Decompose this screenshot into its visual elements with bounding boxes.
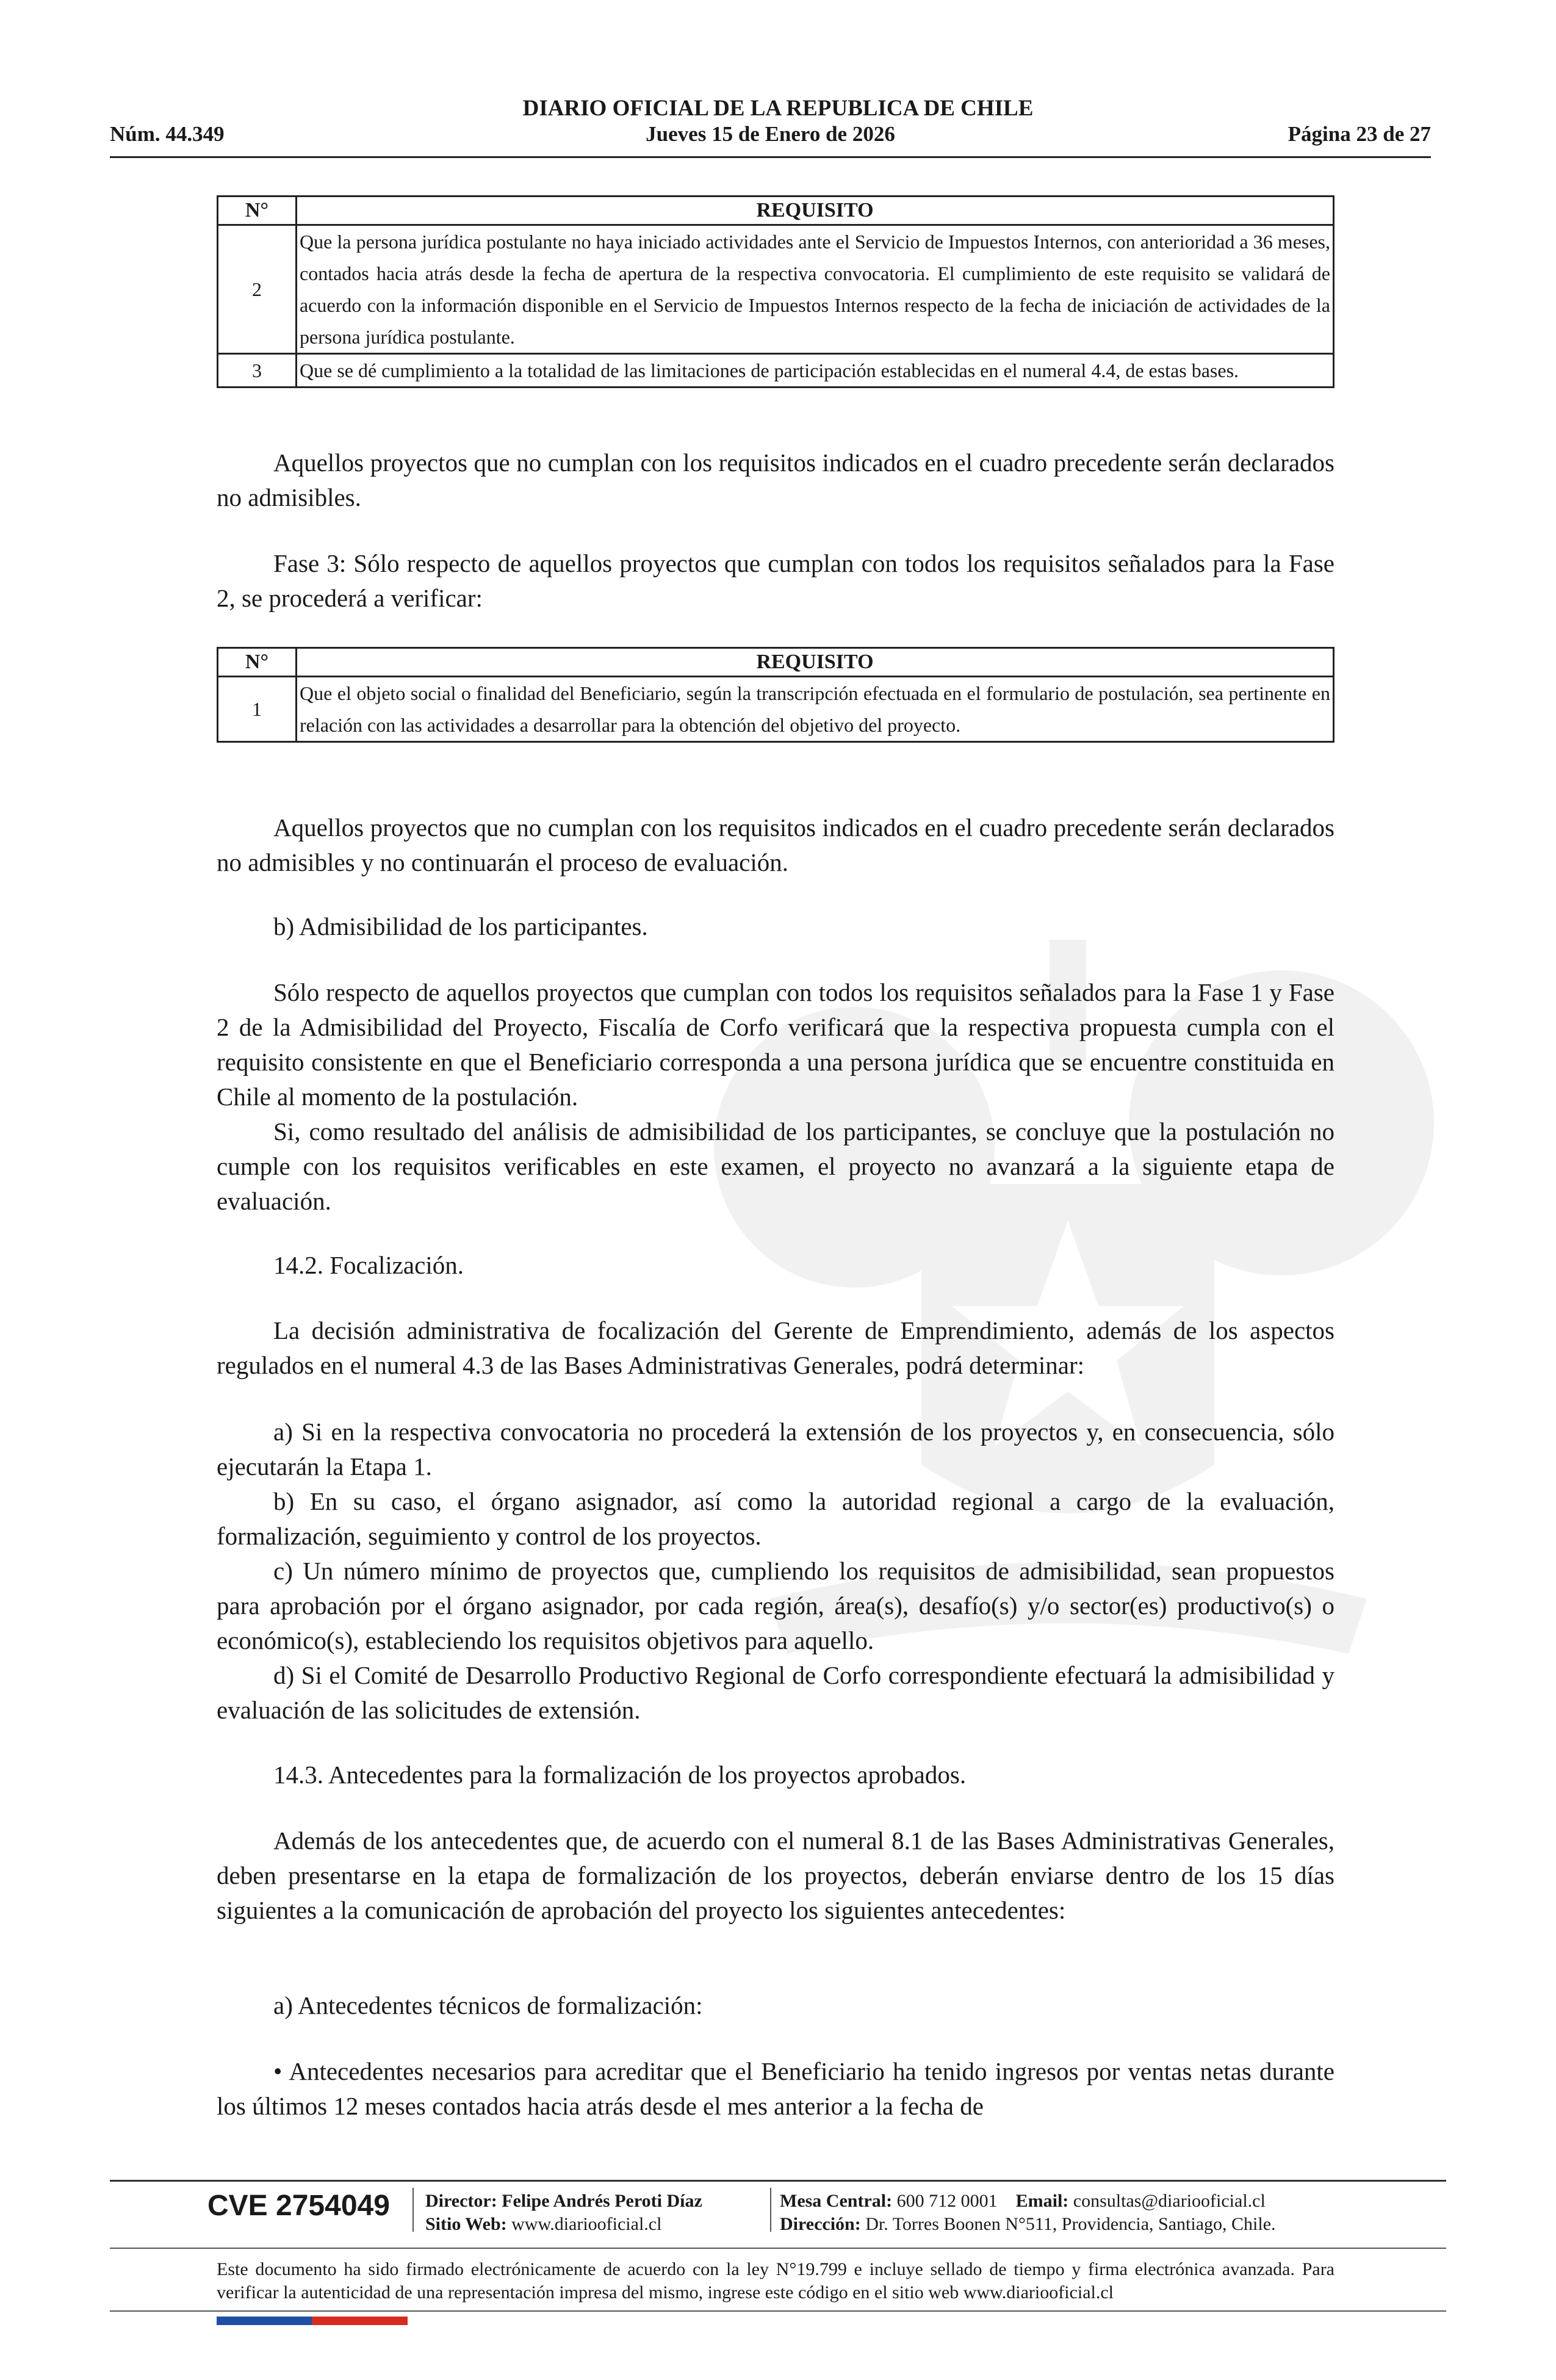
section-heading: 14.3. Antecedentes para la formalización de los proyectos aprobados. (273, 1761, 967, 1789)
flag-red-segment (312, 2317, 408, 2325)
page-indicator: Página 23 de 27 (1288, 122, 1431, 146)
legal-notice: Este documento ha sido firmado electrónicamente de acuerdo con la ley N°19.799 e incluye sellado de tiempo y firma electrónica avanzada. Para verificar la autenticidad de una representación impresa del mismo, ingrese este código en el sitio web www.diariooficial.cl (217, 2259, 1334, 2302)
paragraph: Aquellos proyectos que no cumplan con los requisitos indicados en el cuadro precedente serán declarados no admisibles y no continuarán el proceso de evaluación. (217, 813, 1334, 876)
paragraph: La decisión administrativa de focalización del Gerente de Emprendimiento, además de los aspectos regulados en el numeral 4.3 de las Bases Administrativas Generales, podrá determinar: (217, 1316, 1334, 1379)
footer-director-block (425, 2190, 702, 2236)
website-link[interactable]: www.diariooficial.cl (511, 2214, 662, 2234)
paragraph: Sólo respecto de aquellos proyectos que cumplan con todos los requisitos señalados para la Fase 1 y Fase 2 de la Admisibilidad del Proyecto, Fiscalía de Corfo verificará que la respectiva propuesta cumpla con el requisito consistente en que el Beneficiario corresponda a una persona jurídica que se encuentre constituida en Chile al momento de la postulación. (217, 978, 1334, 1111)
table-row (218, 225, 1334, 354)
column-header-number: N° (218, 197, 297, 225)
footer-divider-top (110, 2180, 1446, 2182)
footer-divider-middle (110, 2248, 1446, 2249)
row-requirement: Que se dé cumplimiento a la totalidad de las limitaciones de participación establecidas en el numeral 4.4, de estas bases. (297, 354, 1334, 388)
issue-number: Núm. 44.349 (110, 122, 225, 146)
row-requirement: Que la persona jurídica postulante no haya iniciado actividades ante el Servicio de Impuestos Internos, con anterioridad a 36 meses, contados hacia atrás desde la fecha de apertura de la respectiva convocatoria. El cumplimiento de este requisito se validará de acuerdo con la información disponible en el Servicio de Impuestos Internos respecto de la fecha de iniciación de actividades de la persona jurídica postulante. (297, 225, 1334, 354)
list-item: a) Si en la respectiva convocatoria no procederá la extensión de los proyectos y, en consecuencia, sólo ejecutarán la Etapa 1. (217, 1418, 1334, 1480)
bullet-item: • Antecedentes necesarios para acreditar que el Beneficiario ha tenido ingresos por ventas netas durante los últimos 12 meses contados hacia atrás desde el mes anterior a la fecha de (217, 2057, 1334, 2120)
footer-separator (770, 2188, 771, 2232)
paragraph: Además de los antecedentes que, de acuerdo con el numeral 8.1 de las Bases Administrativas Generales, deben presentarse en la etapa de formalización de los proyectos, deberán enviarse dentro de los 15 días siguientes a la comunicación de aprobación del proyecto los siguientes antecedentes: (217, 1826, 1334, 1924)
header-divider (110, 156, 1431, 158)
row-number: 2 (218, 225, 297, 354)
address-label: Dirección: (780, 2214, 861, 2234)
column-header-requirement: REQUISITO (297, 197, 1334, 225)
flag-blue-segment (217, 2317, 312, 2325)
footer-divider-bottom (110, 2310, 1446, 2312)
header-row (110, 122, 1431, 150)
section-heading: 14.2. Focalización. (273, 1251, 464, 1279)
list-item: c) Un número mínimo de proyectos que, cumpliendo los requisitos de admisibilidad, sean propuestos para aprobación por el órgano asignador, por cada región, área(s), desafío(s) y/o sector(es) productivo(s) o económico(s), estableciendo los requisitos objetivos para aquello. (217, 1557, 1334, 1654)
row-number: 1 (218, 677, 297, 742)
requirements-table-phase3 (217, 647, 1334, 743)
address: Dr. Torres Boonen N°511, Providencia, Santiago, Chile. (865, 2214, 1276, 2234)
table-header-row (218, 197, 1334, 225)
table-header-row (218, 648, 1334, 677)
requirements-table-phase2 (217, 195, 1334, 388)
director-label: Director: (425, 2191, 497, 2211)
list-item: b) En su caso, el órgano asignador, así como la autoridad regional a cargo de la evaluación, formalización, seguimiento y control de los proyectos. (217, 1487, 1334, 1550)
email-label: Email: (1015, 2191, 1069, 2211)
phone-number: 600 712 0001 (896, 2191, 998, 2211)
phone-label: Mesa Central: (780, 2191, 893, 2211)
footer-contact-block (780, 2190, 1276, 2236)
list-item: d) Si el Comité de Desarrollo Productivo Regional de Corfo correspondiente efectuará la admisibilidad y evaluación de las solicitudes de extensión. (217, 1661, 1334, 1724)
paragraph: Si, como resultado del análisis de admisibilidad de los participantes, se concluye que la postulación no cumple con los requisitos verificables en este examen, el proyecto no avanzará a la siguiente etapa de evaluación. (217, 1117, 1334, 1215)
footer-separator (412, 2188, 414, 2232)
flag-color-bar (217, 2317, 408, 2325)
subsection-heading: b) Admisibilidad de los participantes. (273, 912, 648, 940)
cve-code: CVE 2754049 (207, 2190, 390, 2222)
issue-date: Jueves 15 de Enero de 2026 (646, 122, 895, 146)
table-row (218, 677, 1334, 742)
row-requirement: Que el objeto social o finalidad del Beneficiario, según la transcripción efectuada en el formulario de postulación, sea pertinente en relación con las actividades a desarrollar para la obtención del objetivo del proyecto. (297, 677, 1334, 742)
column-header-requirement: REQUISITO (297, 648, 1334, 677)
paragraph: Fase 3: Sólo respecto de aquellos proyectos que cumplan con todos los requisitos señalados para la Fase 2, se procederá a verificar: (217, 549, 1334, 612)
row-number: 3 (218, 354, 297, 388)
paragraph: Aquellos proyectos que no cumplan con los requisitos indicados en el cuadro precedente serán declarados no admisibles. (217, 449, 1334, 511)
column-header-number: N° (218, 648, 297, 677)
newspaper-title: DIARIO OFICIAL DE LA REPUBLICA DE CHILE (522, 96, 1034, 121)
table-row (218, 354, 1334, 388)
website-label: Sitio Web: (425, 2214, 507, 2234)
director-name: Felipe Andrés Peroti Díaz (502, 2191, 702, 2211)
subsection-heading: a) Antecedentes técnicos de formalización: (273, 1991, 703, 2019)
email-link[interactable]: consultas@diariooficial.cl (1073, 2191, 1266, 2211)
